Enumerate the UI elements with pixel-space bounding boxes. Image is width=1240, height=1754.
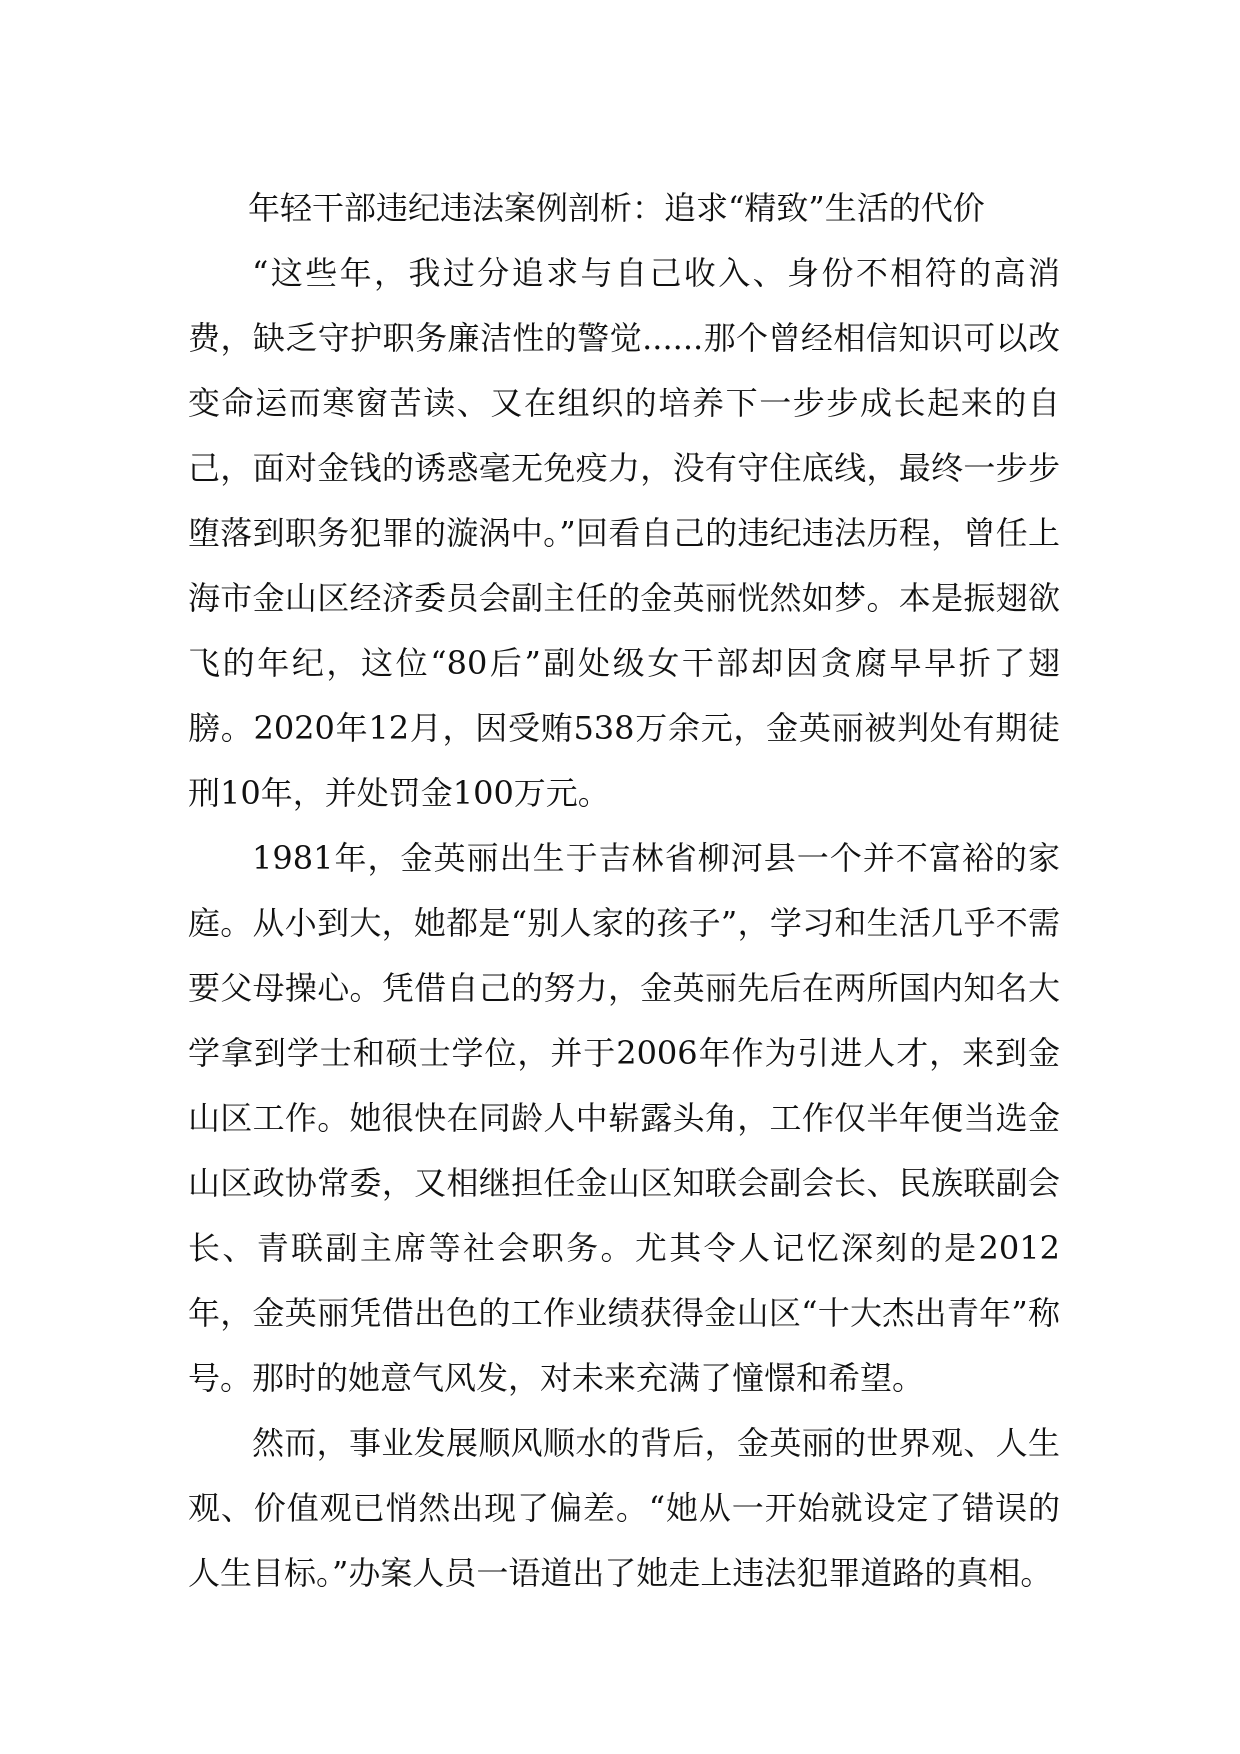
document-body	[188, 176, 1060, 1606]
paragraph-3: 然而，事业发展顺风顺水的背后，金英丽的世界观、人生观、价值观已悄然出现了偏差。“她从一开始就设定了错误的人生目标。”办案人员一语道出了她走上违法犯罪道路的真相。	[188, 1424, 1060, 1592]
paragraph-2: 1981年，金英丽出生于吉林省柳河县一个并不富裕的家庭。从小到大，她都是“别人家的孩子”，学习和生活几乎不需要父母操心。凭借自己的努力，金英丽先后在两所国内知名大学拿到学士和硕士学位，并于2006年作为引进人才，来到金山区工作。她很快在同龄人中崭露头角，工作仅半年便当选金山区政协常委，又相继担任金山区知联会副会长、民族联副会长、青联副主席等社会职务。尤其令人记忆深刻的是2012年，金英丽凭借出色的工作业绩获得金山区“十大杰出青年”称号。那时的她意气风发，对未来充满了憧憬和希望。	[188, 839, 1060, 1397]
paragraph-1: “这些年，我过分追求与自己收入、身份不相符的高消费，缺乏守护职务廉洁性的警觉......那个曾经相信知识可以改变命运而寒窗苦读、又在组织的培养下一步步成长起来的自己，面对金钱的诱惑毫无免疫力，没有守住底线，最终一步步堕落到职务犯罪的漩涡中。”回看自己的违纪违法历程，曾任上海市金山区经济委员会副主任的金英丽恍然如梦。本是振翅欲飞的年纪，这位“80后”副处级女干部却因贪腐早早折了翅膀。2020年12月，因受贿538万余元，金英丽被判处有期徒刑10年，并处罚金100万元。	[188, 254, 1060, 812]
document-title: 年轻干部违纪违法案例剖析：追求“精致”生活的代价	[248, 189, 985, 227]
